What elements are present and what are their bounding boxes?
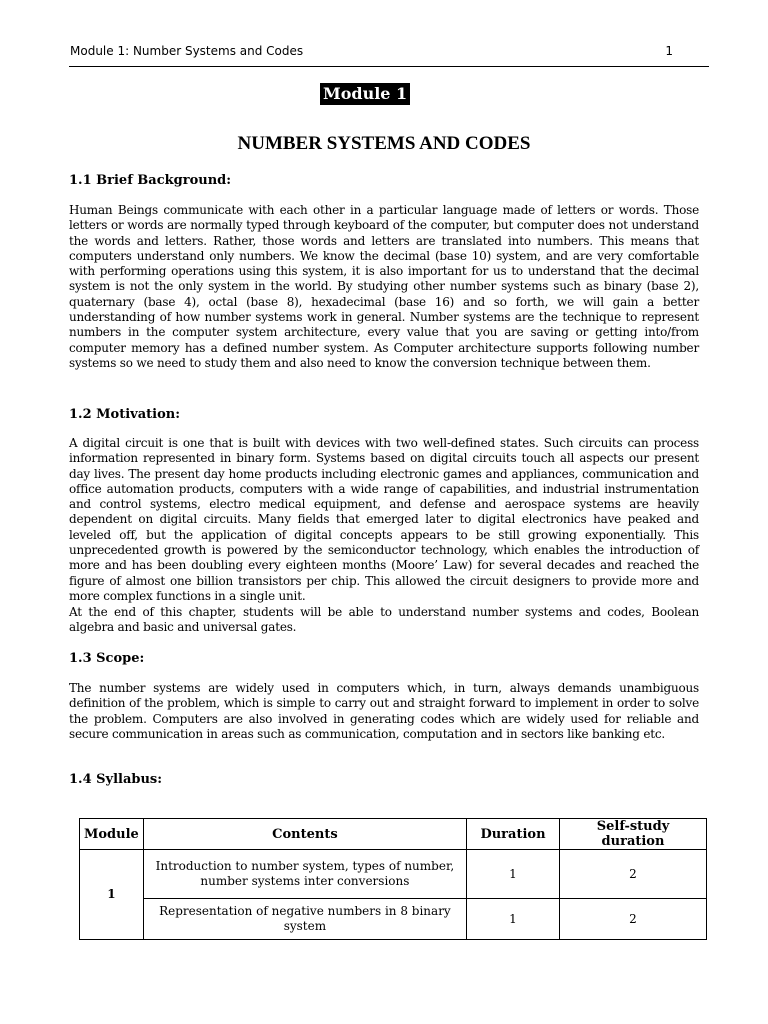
contents-cell: Representation of negative numbers in 8 binary system: [143, 899, 466, 940]
duration-cell: 1: [467, 899, 560, 940]
self-study-cell: 2: [560, 850, 707, 899]
section-text-motivation: A digital circuit is one that is built with devices with two well-defined states. Such circuits can process information represented in binary form. Systems based on digital circuits touch all aspects our present day lives. The present day home products including electronic games and appliances, communication and office automation products, computers with a wide range of capabilities, and industrial instrumentation and control systems, electro medical equipment, and defense and aerospace systems are heavily dependent on digital circuits. Many fields that emerged later to digital electronics have peaked and leveled off, but the application of digital concepts appears to be still growing exponentially. This unprecedented growth is powered by the semiconductor technology, which enables the introduction of more and has been doubling every eighteen months (Moore’ Law) for several decades and reached the figure of almost one billion transistors per chip. This allowed the circuit designers to provide more and more complex functions in a single unit.: [69, 436, 699, 603]
syllabus-table: [79, 818, 707, 940]
contents-cell: Introduction to number system, types of number, number systems inter conversions: [143, 850, 466, 899]
column-header-self-study: Self-study duration: [560, 819, 707, 850]
column-header-contents: Contents: [143, 819, 466, 850]
section-heading-scope: 1.3 Scope:: [69, 651, 145, 666]
table-header-row: [80, 819, 707, 850]
section-heading-motivation: 1.2 Motivation:: [69, 407, 180, 422]
section-text-background: Human Beings communicate with each other in a particular language made of letters or words. Those letters or words are normally typed through keyboard of the computer, but computer does not understand the words and letters. Rather, those words and letters are translated into numbers. This means that computers understand only numbers. We know the decimal (base 10) system, and are very comfortable with performing operations using this system, it is also important for us to understand that the decimal system is not the only system in the world. By studying other number systems such as binary (base 2), quaternary (base 4), octal (base 8), hexadecimal (base 16) and so forth, we will gain a better understanding of how number systems work in general. Number systems are the technique to represent numbers in the computer system architecture, every value that you are saving or getting into/from computer memory has a defined number system. As Computer architecture supports following number systems so we need to study them and also need to know the conversion technique between them.: [69, 203, 699, 370]
running-title: Module 1: Number Systems and Codes: [70, 44, 304, 58]
column-header-duration: Duration: [467, 819, 560, 850]
table-row: [80, 850, 707, 899]
section-text-scope: The number systems are widely used in computers which, in turn, always demands unambiguous definition of the problem, which is simple to carry out and straight forward to implement in order to solve the problem. Computers are also involved in generating codes which are widely used for reliable and secure communication in areas such as communication, computation and in sectors like banking etc.: [69, 681, 699, 741]
section-text-motivation-outcome: At the end of this chapter, students will be able to understand number systems and codes, Boolean algebra and basic and universal gates.: [69, 605, 699, 635]
page-title: NUMBER SYSTEMS AND CODES: [237, 133, 531, 154]
table-row: [80, 899, 707, 940]
running-header: [69, 44, 709, 67]
duration-cell: 1: [467, 850, 560, 899]
section-heading-syllabus: 1.4 Syllabus:: [69, 772, 163, 787]
page-number: 1: [665, 44, 673, 58]
column-header-module: Module: [80, 819, 144, 850]
section-heading-background: 1.1 Brief Background:: [69, 173, 232, 188]
self-study-cell: 2: [560, 899, 707, 940]
module-cell: 1: [80, 850, 144, 940]
module-label: Module 1: [320, 83, 410, 105]
